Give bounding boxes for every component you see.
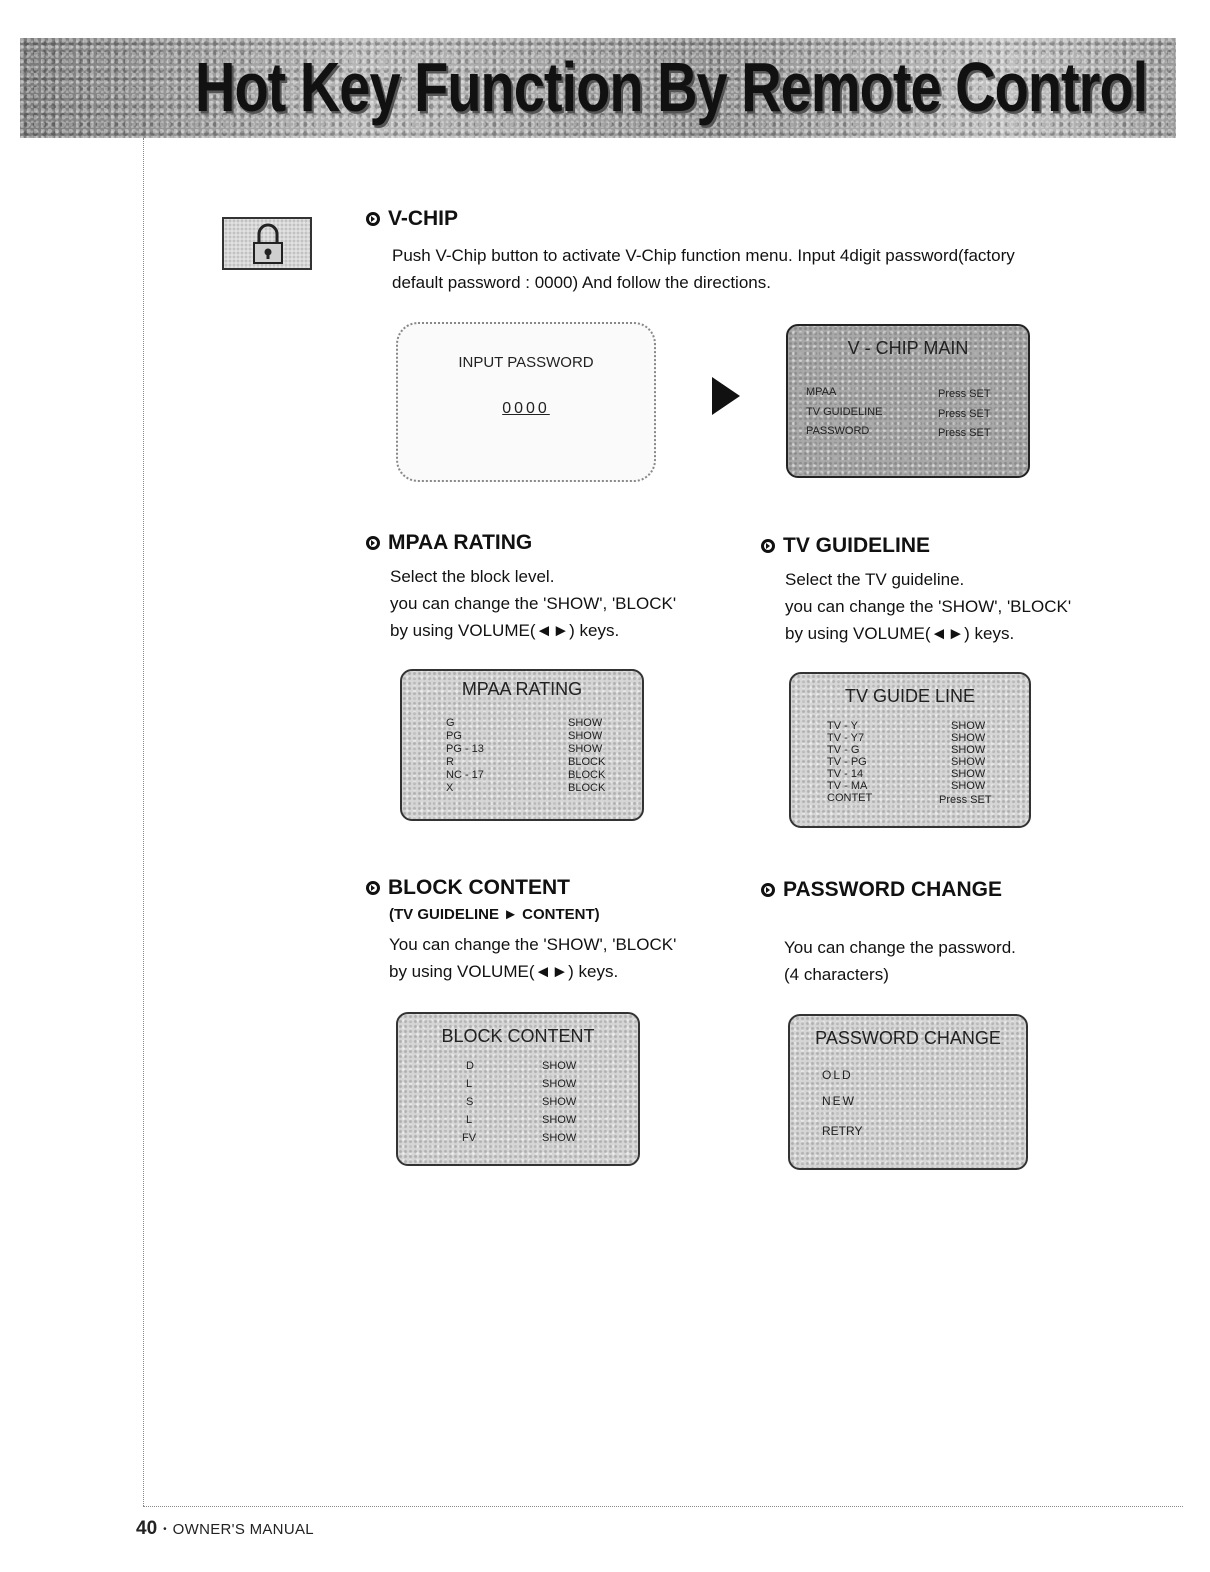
rating-value: BLOCK xyxy=(568,782,606,794)
password-screen-title: PASSWORD CHANGE xyxy=(815,1028,1001,1048)
password-description xyxy=(784,934,1016,988)
password-field-label: RETRY xyxy=(822,1124,863,1138)
password-digits: 0000 xyxy=(502,400,550,417)
content-value: SHOW xyxy=(542,1060,577,1072)
content-label: L xyxy=(466,1078,473,1090)
rating-label: G xyxy=(446,717,455,729)
password-change-screen xyxy=(788,1014,1028,1170)
block-content-screen xyxy=(396,1012,640,1166)
tv-guideline-screen xyxy=(789,672,1031,828)
rating-value: SHOW xyxy=(568,730,603,742)
menu-row-label: TV GUIDELINE xyxy=(806,406,883,418)
guideline-value: SHOW xyxy=(951,768,986,780)
block-screen-title: BLOCK CONTENT xyxy=(441,1026,595,1046)
guideline-value: SHOW xyxy=(951,720,986,732)
vchip-description xyxy=(392,242,1015,296)
menu-row-value: Press SET xyxy=(938,408,991,420)
menu-row-value: Press SET xyxy=(938,427,991,439)
tvguide-title xyxy=(761,534,930,558)
rating-value: BLOCK xyxy=(568,756,606,768)
mpaa-title xyxy=(366,531,532,555)
content-label: FV xyxy=(462,1132,477,1144)
block-description xyxy=(389,931,676,985)
page-footer xyxy=(136,1518,314,1540)
rating-value: SHOW xyxy=(568,717,603,729)
bullet-icon xyxy=(366,881,380,895)
guideline-label: TV - MA xyxy=(827,780,868,792)
mpaa-description xyxy=(390,563,676,644)
input-password-screen xyxy=(396,322,656,482)
tvguide-line-3: by using VOLUME(◄►) keys. xyxy=(785,624,1015,643)
guideline-label: TV - 14 xyxy=(827,768,864,780)
vchip-main-title: V - CHIP MAIN xyxy=(847,338,969,358)
vchip-title xyxy=(366,207,458,231)
content-value: SHOW xyxy=(542,1078,577,1090)
guideline-value: SHOW xyxy=(951,744,986,756)
vchip-line-2: default password : 0000) And follow the directions. xyxy=(392,273,771,292)
lock-icon xyxy=(222,217,312,270)
bullet-icon xyxy=(761,883,775,897)
guideline-label: TV - PG xyxy=(827,756,867,768)
content-value: SHOW xyxy=(542,1132,577,1144)
password-title-text: PASSWORD CHANGE xyxy=(783,878,1002,901)
guideline-label: TV - Y xyxy=(827,720,858,732)
mpaa-screen-title: MPAA RATING xyxy=(461,679,583,699)
bullet-icon xyxy=(366,212,380,226)
password-line-2: (4 characters) xyxy=(784,965,889,984)
content-label: D xyxy=(466,1060,474,1072)
password-line-1: You can change the password. xyxy=(784,938,1016,957)
block-title xyxy=(366,876,570,900)
guideline-value: SHOW xyxy=(951,732,986,744)
vchip-main-screen xyxy=(786,324,1030,478)
block-line-1: You can change the 'SHOW', 'BLOCK' xyxy=(389,935,677,954)
menu-row-value: Press SET xyxy=(938,388,991,400)
header-banner xyxy=(20,38,1176,138)
block-title-text: BLOCK CONTENT xyxy=(388,876,570,899)
password-field-label: OLD xyxy=(822,1068,853,1082)
menu-row-label: MPAA xyxy=(806,386,837,398)
tvguide-line-1: Select the TV guideline. xyxy=(785,570,965,589)
rating-label: NC - 17 xyxy=(446,769,484,781)
block-subtitle: (TV GUIDELINE ► CONTENT) xyxy=(389,906,600,923)
tvguide-line-2: you can change the 'SHOW', 'BLOCK' xyxy=(785,597,1072,616)
bullet-icon xyxy=(761,539,775,553)
rating-label: R xyxy=(446,756,454,768)
menu-row-label: PASSWORD xyxy=(806,425,870,437)
mpaa-line-3: by using VOLUME(◄►) keys. xyxy=(390,621,620,640)
mpaa-rating-screen xyxy=(400,669,644,821)
mpaa-title-text: MPAA RATING xyxy=(388,531,533,554)
block-line-2: by using VOLUME(◄►) keys. xyxy=(389,962,619,981)
page-title: Hot Key Function By Remote Control xyxy=(195,47,1148,126)
password-title xyxy=(761,878,1002,902)
vchip-title-text: V-CHIP xyxy=(388,207,459,230)
bullet-icon xyxy=(366,536,380,550)
mpaa-line-2: you can change the 'SHOW', 'BLOCK' xyxy=(390,594,677,613)
guideline-value: Press SET xyxy=(939,794,992,806)
content-value: SHOW xyxy=(542,1114,577,1126)
guideline-label: TV - G xyxy=(827,744,860,756)
rating-label: PG - 13 xyxy=(446,743,484,755)
guideline-value: SHOW xyxy=(951,780,986,792)
rating-label: X xyxy=(446,782,454,794)
page-number: 40 xyxy=(136,1518,158,1539)
page-frame-bottom xyxy=(143,1506,1183,1507)
guideline-label: CONTET xyxy=(827,792,873,804)
tvguide-description xyxy=(785,566,1071,647)
guideline-value: SHOW xyxy=(951,756,986,768)
content-label: S xyxy=(466,1096,474,1108)
content-value: SHOW xyxy=(542,1096,577,1108)
rating-value: SHOW xyxy=(568,743,603,755)
rating-label: PG xyxy=(446,730,462,742)
password-field-label: NEW xyxy=(822,1094,856,1108)
input-password-label: INPUT PASSWORD xyxy=(458,354,594,371)
vchip-line-1: Push V-Chip button to activate V-Chip function menu. Input 4digit password(factory xyxy=(392,246,1015,265)
footer-label: OWNER'S MANUAL xyxy=(172,1520,314,1538)
mpaa-line-1: Select the block level. xyxy=(390,567,555,586)
play-arrow-icon xyxy=(712,377,740,415)
rating-value: BLOCK xyxy=(568,769,606,781)
guideline-label: TV - Y7 xyxy=(827,732,865,744)
tvguide-title-text: TV GUIDELINE xyxy=(783,534,931,557)
footer-separator: • xyxy=(163,1523,167,1535)
content-label: L xyxy=(466,1114,473,1126)
page-frame-left xyxy=(143,138,144,1506)
tvguide-screen-title: TV GUIDE LINE xyxy=(844,686,976,706)
